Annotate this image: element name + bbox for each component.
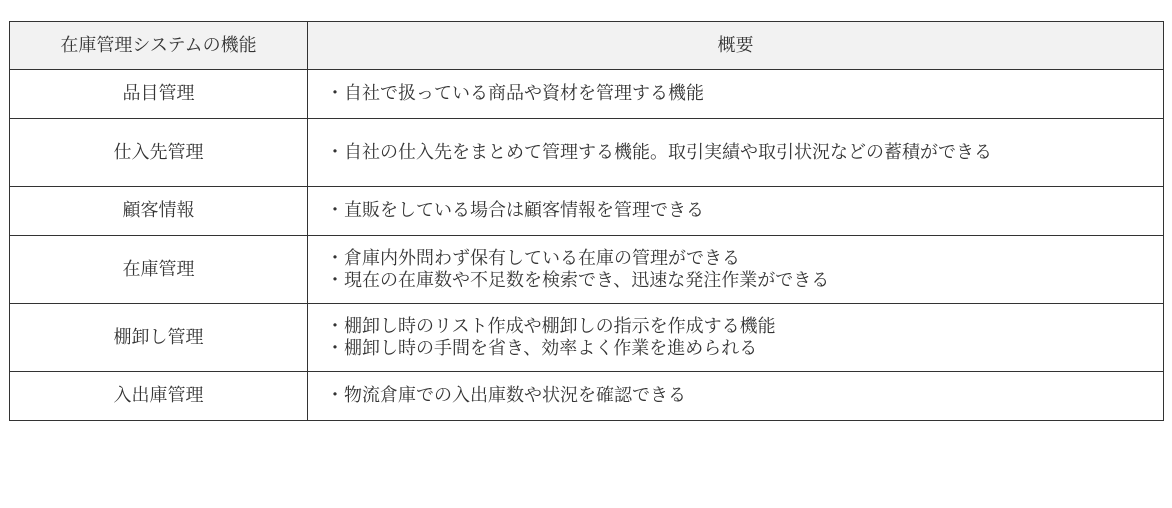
table-header-row <box>10 22 1164 70</box>
feature-overview <box>308 70 1164 119</box>
table-row <box>10 70 1164 119</box>
feature-overview <box>308 236 1164 304</box>
overview-line: ・棚卸し時のリスト作成や棚卸しの指示を作成する機能 <box>326 315 776 337</box>
feature-name: 品目管理 <box>10 70 308 119</box>
feature-name: 入出庫管理 <box>10 372 308 421</box>
feature-overview <box>308 304 1164 372</box>
header-overview: 概要 <box>308 22 1164 70</box>
table-row <box>10 304 1164 372</box>
feature-overview <box>308 119 1164 187</box>
inventory-feature-table <box>9 21 1164 421</box>
overview-line: ・現在の在庫数や不足数を検索でき、迅速な発注作業ができる <box>326 269 830 291</box>
table-row <box>10 372 1164 421</box>
feature-name: 顧客情報 <box>10 187 308 236</box>
overview-line: ・自社の仕入先をまとめて管理する機能。取引実績や取引状況などの蓄積ができる <box>326 141 992 163</box>
feature-name: 仕入先管理 <box>10 119 308 187</box>
feature-name: 棚卸し管理 <box>10 304 308 372</box>
feature-overview <box>308 187 1164 236</box>
table-row <box>10 119 1164 187</box>
feature-name: 在庫管理 <box>10 236 308 304</box>
table-row <box>10 187 1164 236</box>
table-row <box>10 236 1164 304</box>
overview-line: ・棚卸し時の手間を省き、効率よく作業を進められる <box>326 337 758 359</box>
overview-line: ・倉庫内外問わず保有している在庫の管理ができる <box>326 247 740 269</box>
overview-line: ・物流倉庫での入出庫数や状況を確認できる <box>326 385 686 406</box>
overview-line: ・直販をしている場合は顧客情報を管理できる <box>326 200 704 221</box>
feature-overview <box>308 372 1164 421</box>
header-feature: 在庫管理システムの機能 <box>10 22 308 70</box>
overview-line: ・自社で扱っている商品や資材を管理する機能 <box>326 83 704 104</box>
